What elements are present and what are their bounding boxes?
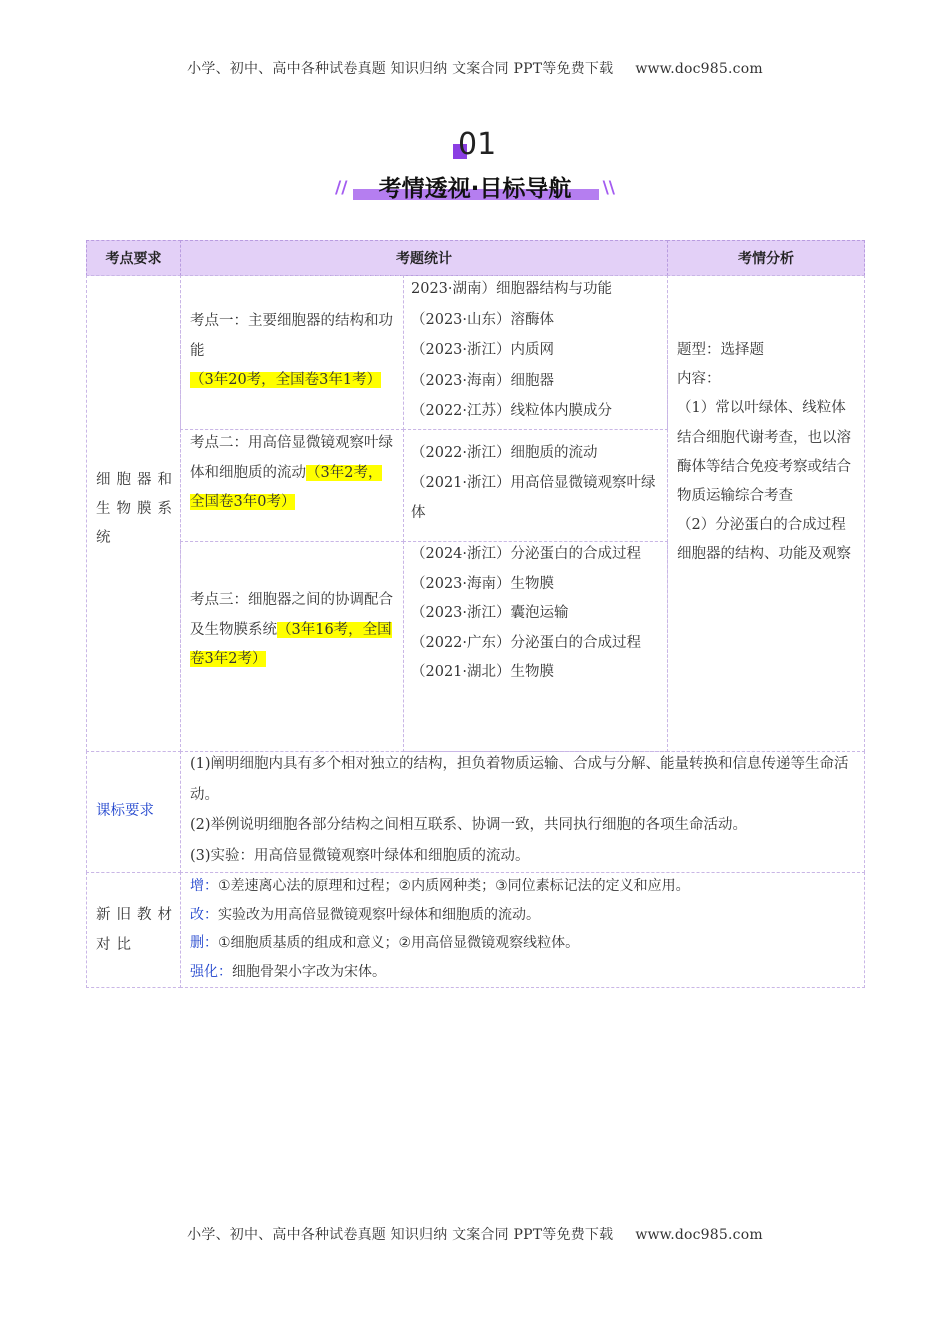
header-text: 小学、初中、高中各种试卷真题 知识归纳 文案合同 PPT等免费下载 bbox=[187, 61, 614, 77]
kaodian-cell-2 bbox=[180, 429, 404, 542]
curriculum-label-cell bbox=[86, 751, 181, 873]
analysis-point: （2）分泌蛋白的合成过程 bbox=[677, 517, 846, 534]
page-header-top bbox=[0, 58, 950, 78]
topic-cell bbox=[86, 275, 181, 752]
header-cell-requirement bbox=[86, 240, 181, 276]
kaodian-3-stat: （3年16考，全国卷3年2考） bbox=[190, 621, 392, 667]
footer-url[interactable]: www.doc985.com bbox=[635, 1227, 763, 1243]
stat-item: （2023·浙江）内质网 bbox=[411, 342, 555, 358]
kaodian-1-name: 考点一：主要细胞器的结构和功能 bbox=[190, 313, 393, 359]
header-url[interactable]: www.doc985.com bbox=[635, 61, 763, 77]
stats-list-3 bbox=[411, 540, 661, 688]
comparison-label: 新旧教材对比 bbox=[96, 907, 178, 953]
kaodian-cell-3 bbox=[180, 541, 404, 752]
section-title: 考情透视·目标导航 bbox=[378, 176, 572, 202]
section-number-badge bbox=[445, 128, 505, 164]
stat-item: （2023·海南）生物膜 bbox=[411, 575, 555, 592]
analysis-text bbox=[677, 336, 859, 570]
comparison-text: ①细胞质基质的组成和意义；②用高倍显微镜观察线粒体。 bbox=[218, 935, 580, 952]
stat-item: （2023·浙江）囊泡运输 bbox=[411, 605, 569, 622]
stat-item: （2023·海南）细胞器 bbox=[411, 372, 555, 389]
header-analysis: 考情分析 bbox=[738, 251, 794, 267]
stat-item: （2021·湖北）生物膜 bbox=[411, 664, 555, 681]
analysis-summary: 细胞器的结构、功能及观察 bbox=[677, 546, 851, 563]
analysis-content-label: 内容： bbox=[677, 371, 721, 388]
header-cell-analysis bbox=[667, 240, 865, 276]
comparison-text: 实验改为用高倍显微镜观察叶绿体和细胞质的流动。 bbox=[218, 906, 540, 923]
kaodian-1-text bbox=[190, 307, 394, 396]
comparison-row-change bbox=[190, 901, 862, 930]
curriculum-item: (2)举例说明细胞各部分结构之间相互联系、协调一致，共同执行细胞的各项生命活动。 bbox=[190, 817, 748, 833]
analysis-cell bbox=[667, 275, 865, 752]
stats-cell-1 bbox=[403, 275, 668, 430]
stats-list-2 bbox=[411, 438, 659, 528]
comparison-key: 删： bbox=[190, 935, 218, 952]
stat-item: （2022·浙江）细胞质的流动 bbox=[411, 445, 598, 461]
kaodian-cell-1 bbox=[180, 275, 404, 430]
analysis-point: （1）常以叶绿体、线粒体结合细胞代谢考查，也以溶酶体等结合免疫考察或结合物质运输综合考查 bbox=[677, 400, 851, 505]
curriculum-content-cell bbox=[180, 751, 865, 873]
comparison-text: 细胞骨架小字改为宋体。 bbox=[232, 963, 386, 980]
stat-item: （2024·浙江）分泌蛋白的合成过程 bbox=[411, 546, 642, 562]
kaodian-2-stat: （3年2考，全国卷3年0考） bbox=[190, 464, 383, 510]
kaodian-1-stat: （3年20考，全国卷3年1考） bbox=[190, 372, 382, 388]
stat-item: 2023·湖南）细胞器结构与功能 bbox=[411, 281, 613, 297]
stat-item: （2022·江苏）线粒体内膜成分 bbox=[411, 403, 613, 419]
comparison-row-strengthen bbox=[190, 958, 862, 987]
kaodian-3-text bbox=[190, 586, 394, 675]
footer-text: 小学、初中、高中各种试卷真题 知识归纳 文案合同 PPT等免费下载 bbox=[187, 1227, 614, 1243]
page-footer bbox=[0, 1224, 950, 1244]
stats-cell-3 bbox=[403, 541, 668, 752]
slash-decoration-left: // bbox=[335, 178, 348, 198]
section-number: 01 bbox=[458, 127, 497, 162]
header-requirement: 考点要求 bbox=[105, 251, 162, 267]
comparison-row-add bbox=[190, 872, 862, 901]
comparison-row-delete bbox=[190, 929, 862, 958]
comparison-content-cell bbox=[180, 872, 865, 988]
kaodian-2-text bbox=[190, 429, 394, 518]
exam-analysis-table bbox=[86, 240, 865, 988]
topic-name: 细胞器和生物膜系统 bbox=[96, 472, 178, 546]
curriculum-item: (1)阐明细胞内具有多个相对独立的结构，担负着物质运输、合成与分解、能量转换和信息传递等生命活动。 bbox=[190, 756, 849, 803]
slash-decoration-right: \\ bbox=[602, 178, 615, 198]
comparison-text: ①差速离心法的原理和过程；②内质网种类；③同位素标记法的定义和应用。 bbox=[218, 878, 690, 894]
comparison-key: 改： bbox=[190, 906, 218, 923]
stats-cell-2 bbox=[403, 429, 668, 542]
stat-item: （2023·山东）溶酶体 bbox=[411, 311, 555, 328]
header-statistics: 考题统计 bbox=[396, 251, 452, 267]
analysis-type: 题型：选择题 bbox=[677, 342, 764, 358]
curriculum-label: 课标要求 bbox=[96, 803, 154, 819]
stats-list-1 bbox=[411, 274, 667, 427]
header-cell-statistics bbox=[180, 240, 668, 276]
stat-item: （2022·广东）分泌蛋白的合成过程 bbox=[411, 634, 642, 651]
comparison-label-cell bbox=[86, 872, 181, 988]
comparison-key: 强化： bbox=[190, 963, 232, 980]
comparison-key: 增： bbox=[190, 878, 218, 894]
section-title-banner bbox=[335, 168, 615, 208]
kaodian-3-name: 考点三：细胞器之间的协调配合及生物膜系统 bbox=[190, 592, 393, 638]
stat-item: （2021·浙江）用高倍显微镜观察叶绿体 bbox=[411, 475, 656, 521]
kaodian-2-name: 考点二：用高倍显微镜观察叶绿体和细胞质的流动 bbox=[190, 435, 393, 481]
curriculum-content bbox=[190, 749, 862, 871]
comparison-content bbox=[190, 872, 862, 986]
curriculum-item: (3)实验：用高倍显微镜观察叶绿体和细胞质的流动。 bbox=[190, 847, 530, 864]
